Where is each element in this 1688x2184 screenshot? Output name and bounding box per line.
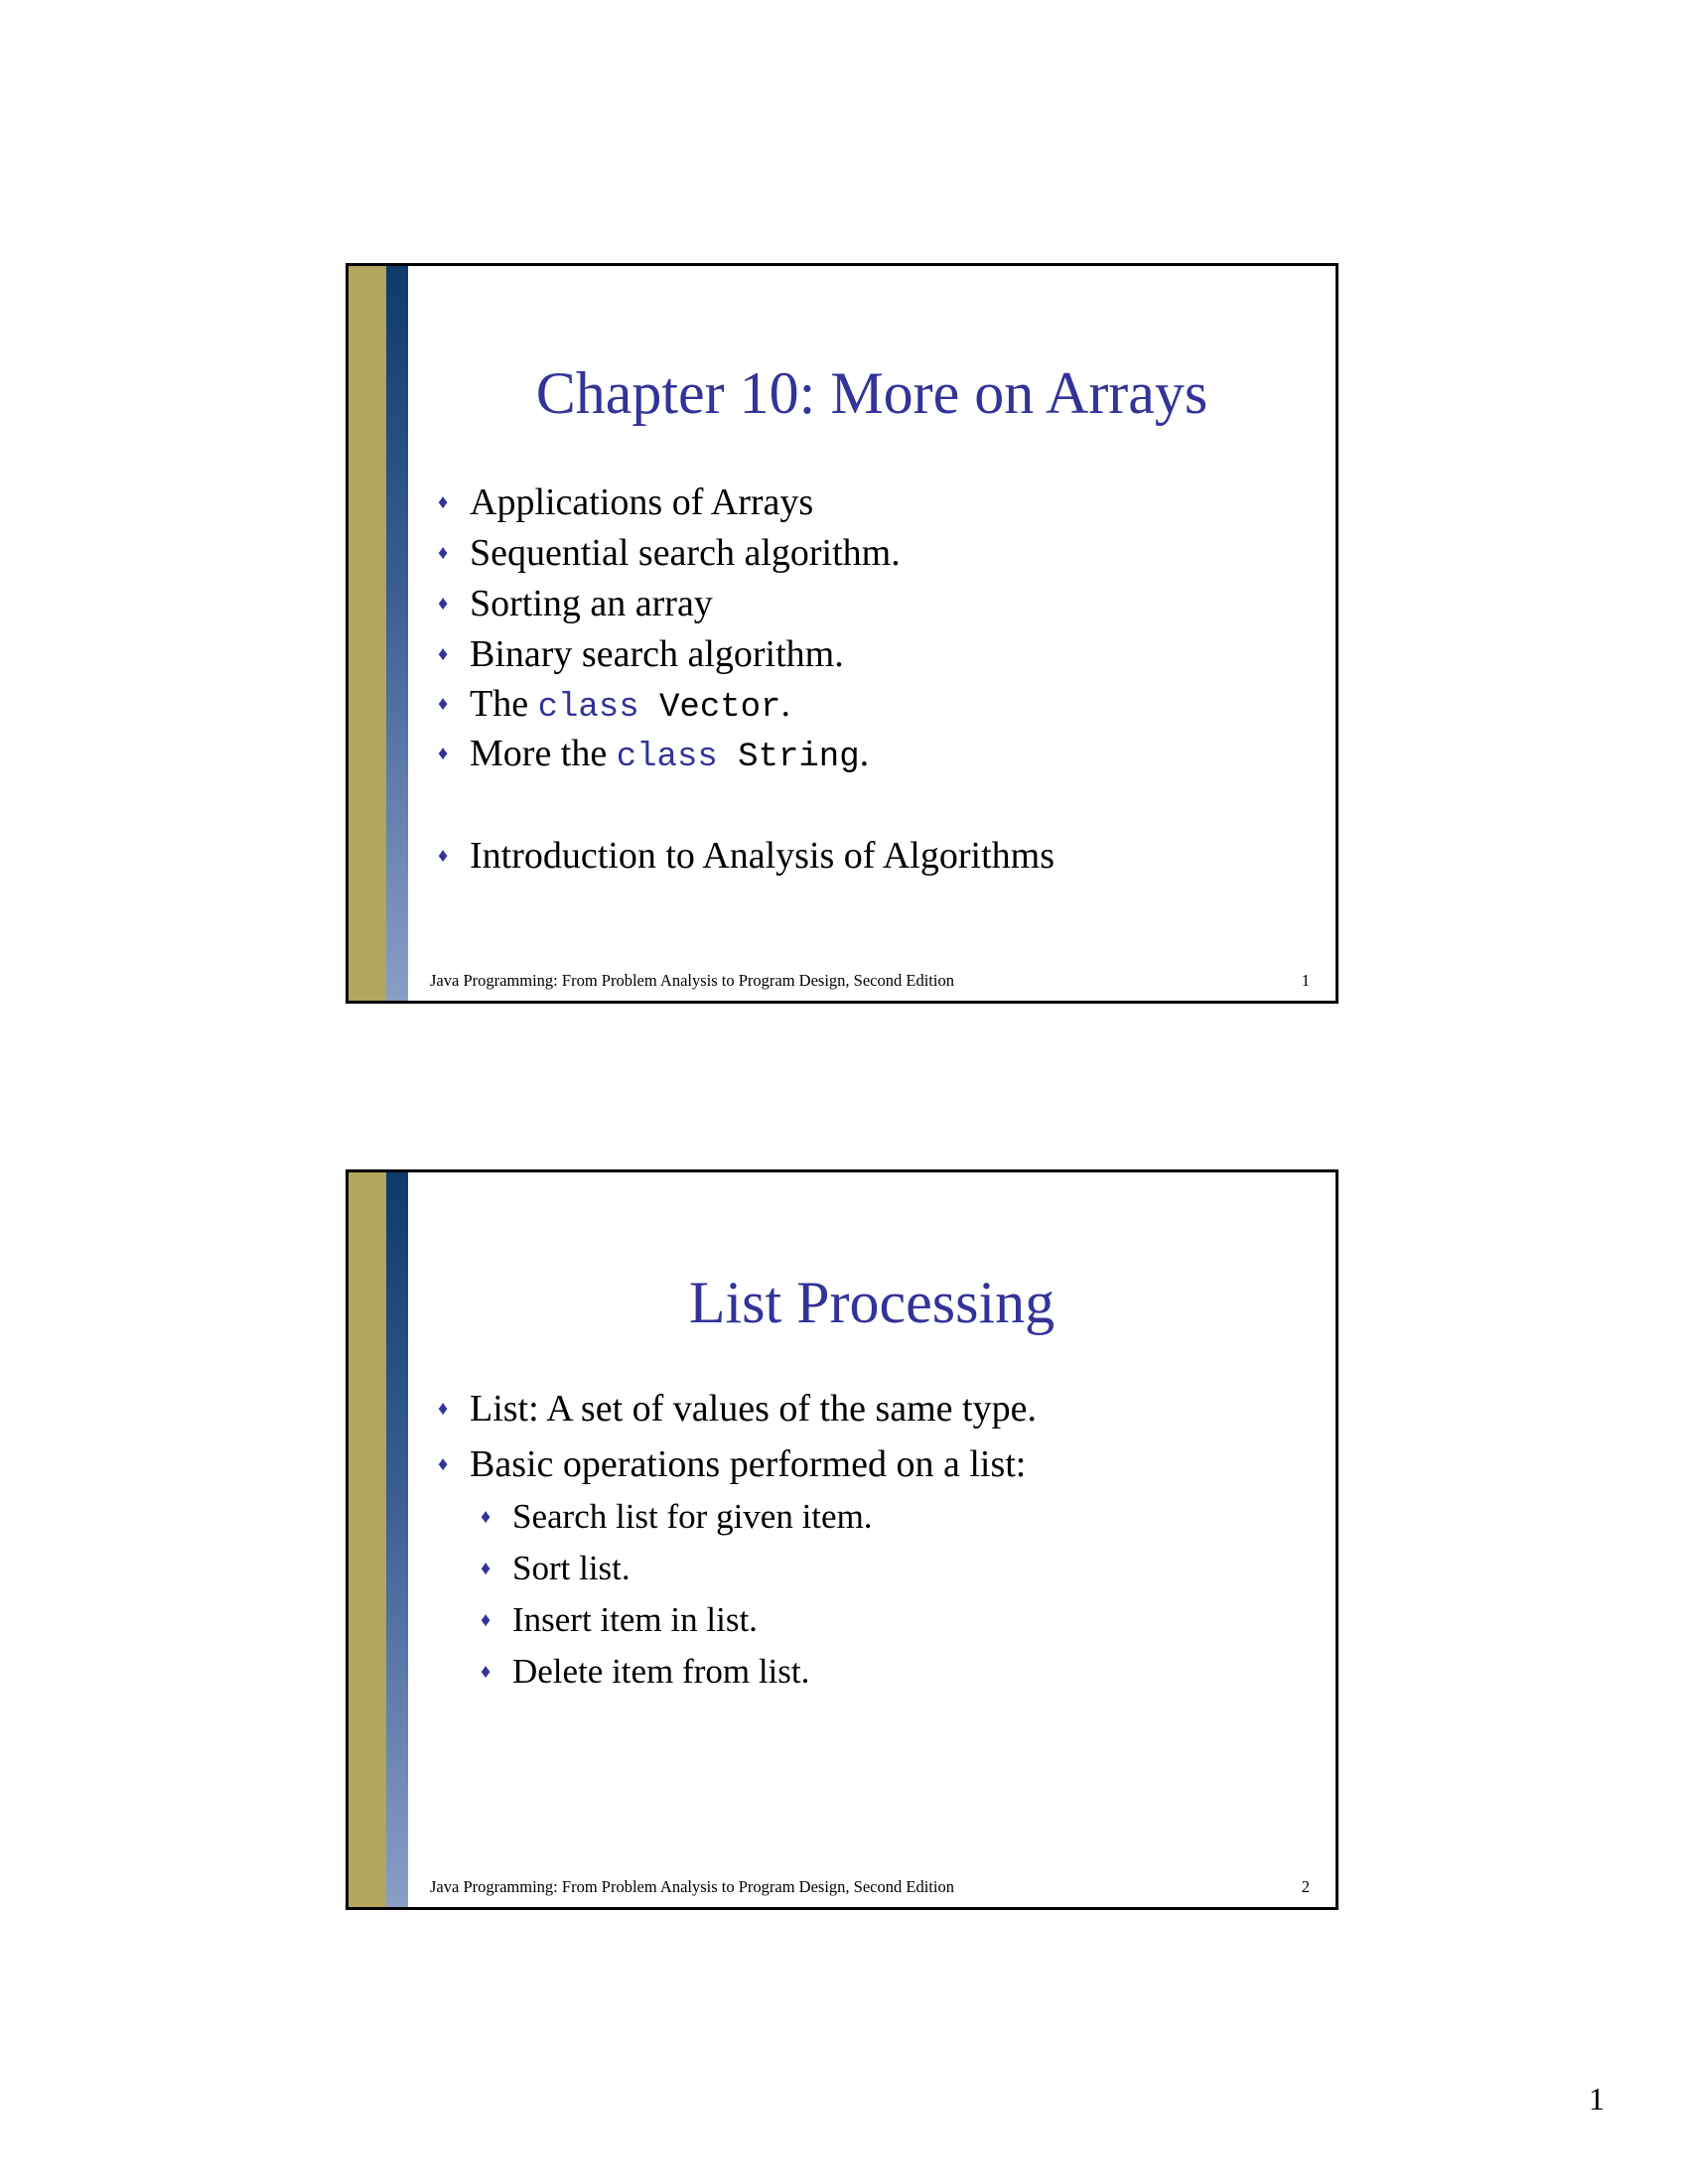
- bullet-text: Search list for given item.: [512, 1497, 873, 1536]
- code-space: [639, 689, 659, 727]
- bullet-text: Delete item from list.: [512, 1652, 810, 1691]
- code-space: [718, 739, 738, 776]
- bullet-item: [438, 531, 901, 575]
- slide-footer: Java Programming: From Problem Analysis to Program Design, Second Edition: [430, 1877, 954, 1896]
- diamond-bullet-icon: ♦: [481, 1506, 492, 1528]
- code-identifier: Vector: [659, 689, 781, 727]
- slide-title: List Processing: [688, 1270, 1055, 1335]
- bullet-item: [438, 1387, 1037, 1431]
- diamond-bullet-icon: ♦: [481, 1558, 492, 1579]
- diamond-bullet-icon: ♦: [438, 491, 449, 513]
- bullet-item: [438, 632, 844, 676]
- bullet-prefix: More the: [470, 733, 617, 774]
- diamond-bullet-icon: ♦: [438, 643, 449, 665]
- diamond-bullet-icon: ♦: [481, 1609, 492, 1631]
- diamond-bullet-icon: ♦: [438, 593, 449, 614]
- code-keyword: class: [537, 689, 639, 727]
- code-identifier: String: [738, 739, 860, 776]
- bullet-text: Sort list.: [512, 1549, 631, 1587]
- bullet-suffix: .: [780, 683, 790, 725]
- diamond-bullet-icon: ♦: [438, 693, 449, 715]
- diamond-bullet-icon: ♦: [438, 743, 449, 764]
- code-keyword: class: [616, 739, 718, 776]
- sub-bullet-item: [481, 1495, 873, 1539]
- bullet-text: Introduction to Analysis of Algorithms: [470, 835, 1055, 877]
- blue-side-bar: [386, 266, 408, 1001]
- bullet-text: Applications of Arrays: [470, 481, 814, 523]
- slide-1: [346, 263, 1338, 1004]
- bullet-item: [438, 582, 713, 625]
- sub-bullet-item: [481, 1598, 758, 1642]
- diamond-bullet-icon: ♦: [481, 1661, 492, 1683]
- bullet-text: Sequential search algorithm.: [470, 532, 901, 574]
- diamond-bullet-icon: ♦: [438, 542, 449, 564]
- slide-title: Chapter 10: More on Arrays: [535, 360, 1208, 426]
- bullet-text: Basic operations performed on a list:: [470, 1443, 1027, 1485]
- bullet-item: [438, 480, 814, 524]
- diamond-bullet-icon: ♦: [438, 1398, 449, 1420]
- slide-footer: Java Programming: From Problem Analysis to Program Design, Second Edition: [430, 971, 954, 990]
- bullet-item: [438, 682, 790, 730]
- diamond-bullet-icon: ♦: [438, 1453, 449, 1475]
- sub-bullet-item: [481, 1547, 631, 1590]
- sub-bullet-item: [481, 1650, 810, 1694]
- gold-side-bar: [349, 266, 386, 1001]
- bullet-text: List: A set of values of the same type.: [470, 1388, 1037, 1430]
- bullet-suffix: .: [859, 733, 870, 774]
- slide-number: 1: [1301, 971, 1310, 990]
- diamond-bullet-icon: ♦: [438, 845, 449, 867]
- bullet-prefix: The: [470, 683, 538, 725]
- gold-side-bar: [349, 1172, 386, 1907]
- bullet-item: [438, 732, 870, 779]
- bullet-text: Binary search algorithm.: [470, 633, 844, 675]
- bullet-item: [438, 834, 1055, 878]
- bullet-text: Insert item in list.: [512, 1600, 758, 1639]
- slide-2: [346, 1169, 1338, 1910]
- slide-number: 2: [1301, 1877, 1310, 1896]
- bullet-item: [438, 1442, 1027, 1486]
- page-number: 1: [1589, 2081, 1605, 2116]
- blue-side-bar: [386, 1172, 408, 1907]
- bullet-text: Sorting an array: [470, 583, 713, 624]
